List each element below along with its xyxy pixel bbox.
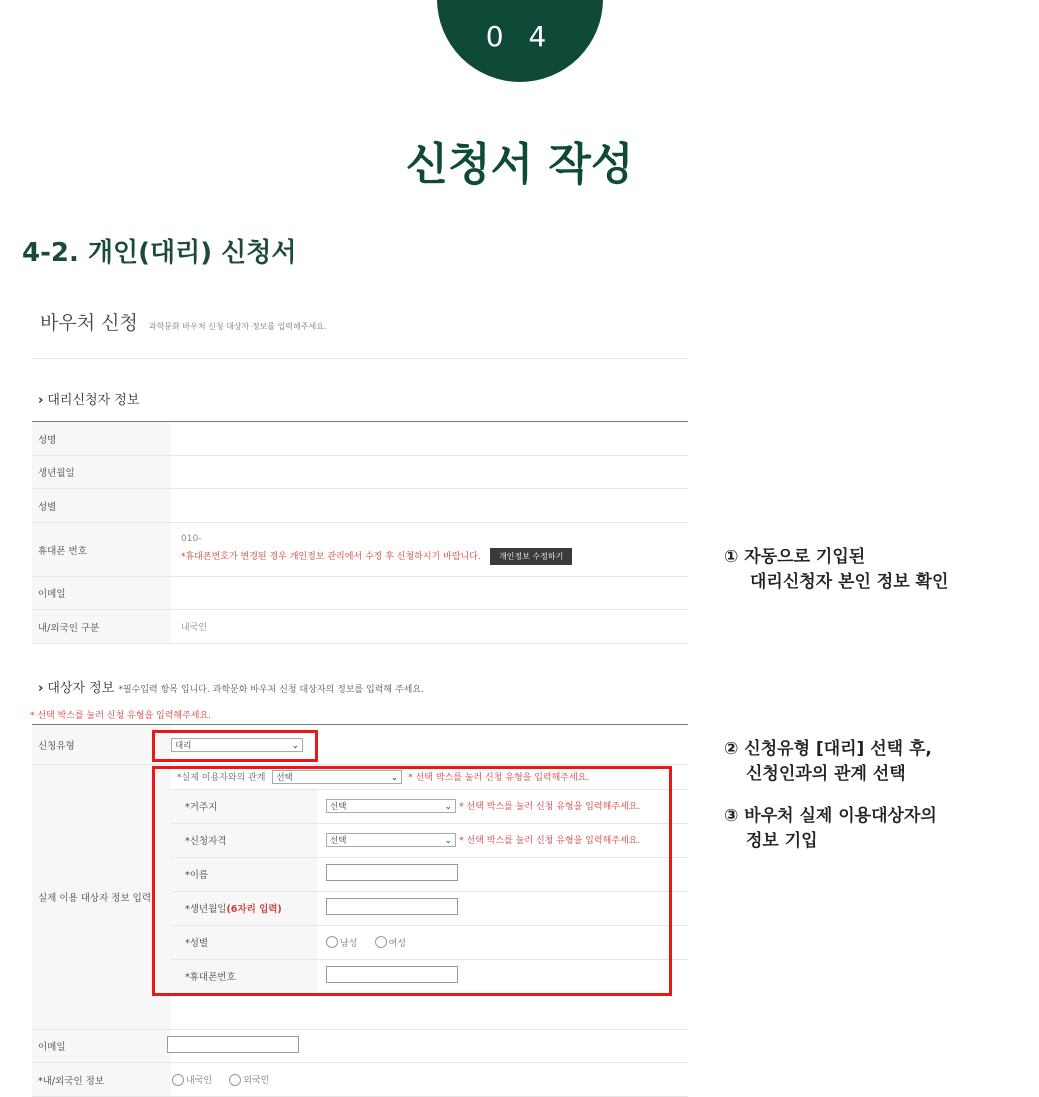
form-title: 바우처 신청: [40, 312, 138, 334]
residence-note: * 선택 박스를 눌러 신청 유형을 입력해주세요.: [459, 802, 641, 812]
table-row: [32, 523, 688, 577]
phone-value: 010-: [181, 534, 202, 544]
row-label: 이메일: [32, 577, 171, 610]
table-row: [32, 456, 688, 489]
row-label: *휴대폰번호: [171, 959, 318, 993]
proxy-section-heading: › 대리신청자 정보: [38, 393, 140, 408]
row-label: 이메일: [32, 1030, 171, 1063]
domestic-radio[interactable]: [172, 1074, 184, 1086]
birth-emphasis: (6자리 입력): [226, 904, 282, 915]
foreign-radio[interactable]: [229, 1074, 241, 1086]
user-info-highlight-box: [152, 766, 672, 996]
row-label: 실제 이용 대상자 정보 입력: [32, 765, 171, 1030]
residence-select[interactable]: 선택 ⌄: [326, 799, 456, 813]
form-header: [40, 308, 326, 335]
domestic-label: 내국인: [186, 1076, 213, 1086]
chevron-down-icon: ⌄: [291, 740, 299, 751]
target-section-heading: › 대상자 정보 *필수입력 항목 입니다. 과학문화 바우처 신청 대상자의 정보를 입력해 주세요.: [38, 681, 424, 696]
table-row: [32, 489, 688, 523]
step-badge: [437, 0, 603, 82]
phone-cell: [171, 523, 688, 577]
email-value: [171, 577, 688, 610]
page-title: 신청서 작성: [405, 139, 634, 190]
annotation-3: ③ 바우처 실제 이용대상자의 정보 기입: [724, 806, 937, 851]
table-row: [32, 1030, 688, 1063]
edit-personal-info-button[interactable]: 개인정보 수정하기: [490, 548, 572, 565]
table-row: [32, 610, 688, 644]
relation-note: * 선택 박스를 눌러 신청 유형을 입력해주세요.: [408, 772, 590, 783]
male-label: 남성: [340, 938, 358, 949]
chevron-down-icon: ⌄: [444, 836, 452, 846]
nationality-value: 내국인: [171, 610, 688, 644]
row-label: 내/외국인 구분: [32, 610, 171, 644]
row-label: *거주지: [171, 789, 318, 823]
nationality-cell: [171, 1063, 688, 1097]
email-input[interactable]: [167, 1036, 299, 1053]
step-number: 0 4: [485, 20, 555, 53]
qualification-note: * 선택 박스를 눌러 신청 유형을 입력해주세요.: [459, 836, 641, 846]
relation-label: *실제 이용자와의 관계: [177, 772, 266, 783]
female-label: 여성: [388, 938, 406, 949]
annotation-1: ① 자동으로 기입된 대리신청자 본인 정보 확인: [724, 547, 949, 592]
row-label: *성별: [171, 925, 318, 959]
birth-value: [171, 456, 688, 489]
name-value: [171, 422, 688, 456]
email-cell: [171, 1030, 688, 1063]
chevron-right-icon: ›: [38, 681, 44, 696]
chevron-down-icon: ⌄: [390, 772, 399, 783]
foreign-label: 외국인: [243, 1076, 270, 1086]
application-type-select[interactable]: 대리 ⌄: [171, 738, 303, 752]
phone-warning: *휴대폰번호가 변경된 경우 개인정보 관리에서 수정 후 신청하시기 바랍니다.: [181, 552, 481, 562]
select-note: * 선택 박스를 눌러 신청 유형을 입력해주세요.: [30, 711, 212, 721]
row-label: 신청유형: [32, 725, 171, 765]
table-row: [32, 577, 688, 610]
chevron-down-icon: ⌄: [444, 802, 452, 812]
form-subtitle: 과학문화 바우처 신청 대상자 정보를 입력해주세요.: [148, 322, 327, 331]
row-label: *내/외국인 정보: [32, 1063, 171, 1097]
section-title: 4-2. 개인(대리) 신청서: [22, 238, 297, 268]
annotation-2: ② 신청유형 [대리] 선택 후, 신청인과의 관계 선택: [724, 739, 932, 784]
row-label: *이름: [171, 857, 318, 891]
row-label: 성명: [32, 422, 171, 456]
proxy-info-table: [32, 421, 688, 644]
row-label: 휴대폰 번호: [32, 523, 171, 577]
row-label: *생년월일: [185, 904, 227, 915]
row-label: 성별: [32, 489, 171, 523]
table-row: [32, 422, 688, 456]
row-label: 생년월일: [32, 456, 171, 489]
required-note: *필수입력 항목 입니다. 과학문화 바우처 신청 대상자의 정보를 입력해 주세요.: [118, 685, 424, 695]
relation-select[interactable]: 선택 ⌄: [272, 770, 402, 784]
row-label: *신청자격: [171, 823, 318, 857]
qualification-select[interactable]: 선택 ⌄: [326, 833, 456, 847]
gender-value: [171, 489, 688, 523]
table-row: [32, 1063, 688, 1097]
table-row: [32, 725, 688, 765]
chevron-right-icon: ›: [38, 393, 44, 408]
type-highlight-box: [152, 730, 318, 762]
divider: [32, 358, 688, 359]
